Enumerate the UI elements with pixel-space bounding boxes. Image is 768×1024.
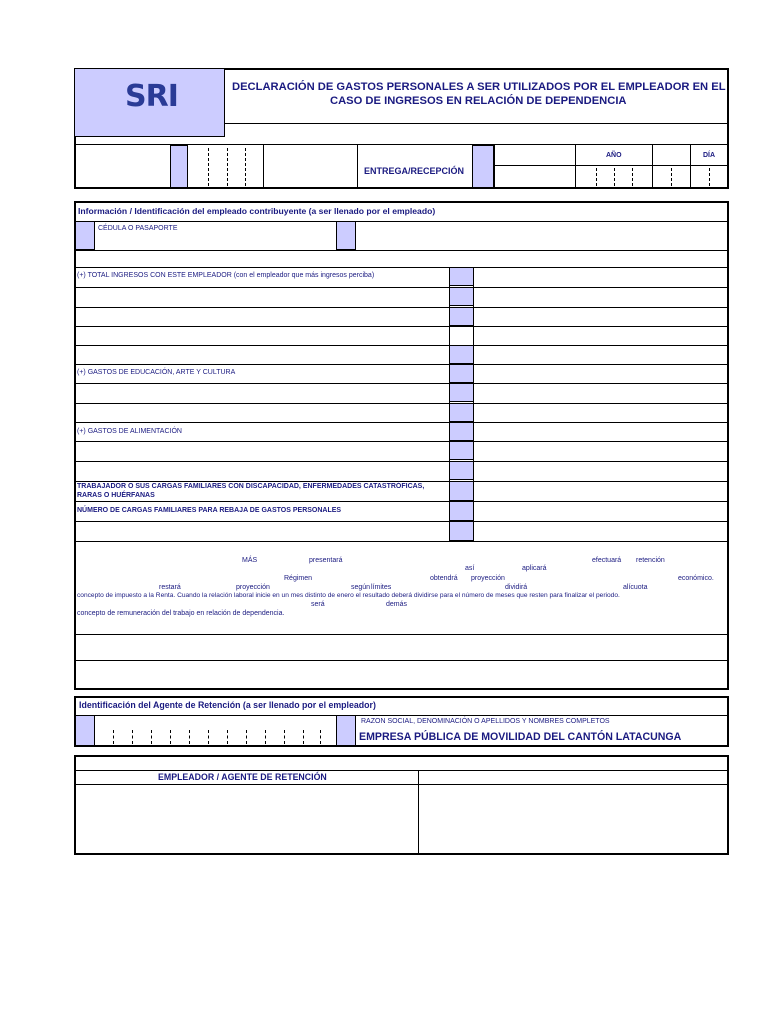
alimentacion-marker-1 [449, 422, 474, 441]
note-word: aplicará [522, 565, 547, 572]
educacion-marker-1 [449, 364, 474, 383]
note-word: proyección [236, 584, 270, 591]
educacion-label: (+) GASTOS DE EDUCACIÓN, ARTE Y CULTURA [77, 369, 236, 376]
year-label: AÑO [606, 152, 622, 159]
note-word: alícuota [623, 584, 648, 591]
cargas-input[interactable] [474, 502, 728, 520]
cargas-label: NÚMERO DE CARGAS FAMILIARES PARA REBAJA DE GASTOS PERSONALES [77, 507, 342, 514]
cargas-marker [449, 501, 474, 521]
note-word: Régimen [284, 575, 313, 582]
nombre-input[interactable] [357, 222, 728, 250]
ingresos-input-3[interactable] [474, 308, 728, 326]
form-number-box[interactable] [74, 144, 264, 188]
note-word: demás [386, 601, 408, 608]
discapacidad-label-line1: TRABAJADOR O SUS CARGAS FAMILIARES CON DISCAPACIDAD, ENFERMEDADES CATASTRÓFICAS, [77, 483, 425, 490]
form-title-line1: DECLARACIÓN DE GASTOS PERSONALES A SER UTILIZADOS POR EL EMPLEADOR EN EL [232, 81, 726, 93]
ingresos-marker-2 [449, 287, 474, 306]
note-word: efectuará [592, 557, 622, 564]
alimentacion-marker-3 [449, 461, 474, 480]
educacion-marker-0 [449, 345, 474, 364]
form-number-marker [170, 145, 188, 188]
form-title-line2: CASO DE INGRESOS EN RELACIÓN DE DEPENDENCIA [330, 95, 627, 107]
ingresos-input[interactable] [474, 268, 728, 286]
agent-section-title: Identificación del Agente de Retención (a ser llenado por el empleador) [79, 700, 376, 710]
note-word: retención [636, 557, 665, 564]
note-word: proyección [471, 575, 505, 582]
cedula-label: CÉDULA O PASAPORTE [98, 225, 178, 232]
cedula-input[interactable] [96, 236, 336, 250]
note-line-remuneracion: concepto de remuneración del trabajo en relación de dependencia. [77, 610, 285, 617]
ingresos-marker-3 [449, 307, 474, 326]
note-word: límites [371, 584, 392, 591]
employer-signature-area[interactable] [75, 785, 418, 854]
note-word: restará [159, 584, 181, 591]
cedula-marker [75, 222, 95, 250]
day-label: DÍA [703, 152, 716, 159]
company-name[interactable]: EMPRESA PÚBLICA DE MOVILIDAD DEL CANTÓN LATACUNGA [359, 731, 682, 743]
note-word: obtendrá [430, 575, 458, 582]
razon-label: RAZON SOCIAL, DENOMINACIÓN O APELLIDOS Y NOMBRES COMPLETOS [361, 718, 610, 725]
observation-input-2[interactable] [75, 661, 728, 689]
alimentacion-input[interactable] [474, 423, 728, 441]
educacion-marker-3 [449, 403, 474, 422]
ruc-marker [75, 716, 95, 746]
discapacidad-label-line2: RARAS O HUÉRFANAS [77, 492, 155, 499]
sri-logo: SRI [125, 79, 178, 114]
ingresos-marker-1 [449, 267, 474, 286]
note-word: dividirá [505, 584, 528, 591]
observation-input-1[interactable] [75, 635, 728, 660]
employer-signature-label: EMPLEADOR / AGENTE DE RETENCIÓN [158, 772, 327, 782]
note-word: según [351, 584, 371, 591]
alimentacion-label: (+) GASTOS DE ALIMENTACIÓN [77, 428, 182, 435]
employee-section-title: Información / Identificación del empleado contribuyente (a ser llenado por el empleado) [78, 206, 436, 216]
note-word: económico. [678, 575, 714, 582]
note-word: MÁS [242, 557, 258, 564]
educacion-marker-2 [449, 383, 474, 402]
discapacidad-marker [449, 481, 474, 501]
note-line-renta: concepto de impuesto a la Renta. Cuando la relación laboral inicie en un mes distinto de enero el resultado deberá dividirse para el número de meses que resten para finalizar el periodo. [77, 592, 620, 599]
note-word: presentará [309, 557, 343, 564]
note-word: será [311, 601, 325, 608]
entrega-label: ENTREGA/RECEPCIÓN [364, 166, 465, 176]
total-marker [449, 521, 474, 541]
alimentacion-marker-2 [449, 441, 474, 460]
employee-signature-area[interactable] [419, 785, 728, 854]
educacion-input[interactable] [474, 365, 728, 383]
razon-marker [336, 716, 356, 746]
entrega-marker [472, 145, 494, 188]
discapacidad-input[interactable] [474, 482, 728, 500]
date-input[interactable] [576, 166, 728, 188]
ingresos-label: (+) TOTAL INGRESOS CON ESTE EMPLEADOR (con el empleador que más ingresos perciba) [77, 272, 375, 279]
ingresos-input-2[interactable] [474, 288, 728, 306]
nombre-marker [336, 222, 356, 250]
note-word: así [465, 565, 475, 572]
